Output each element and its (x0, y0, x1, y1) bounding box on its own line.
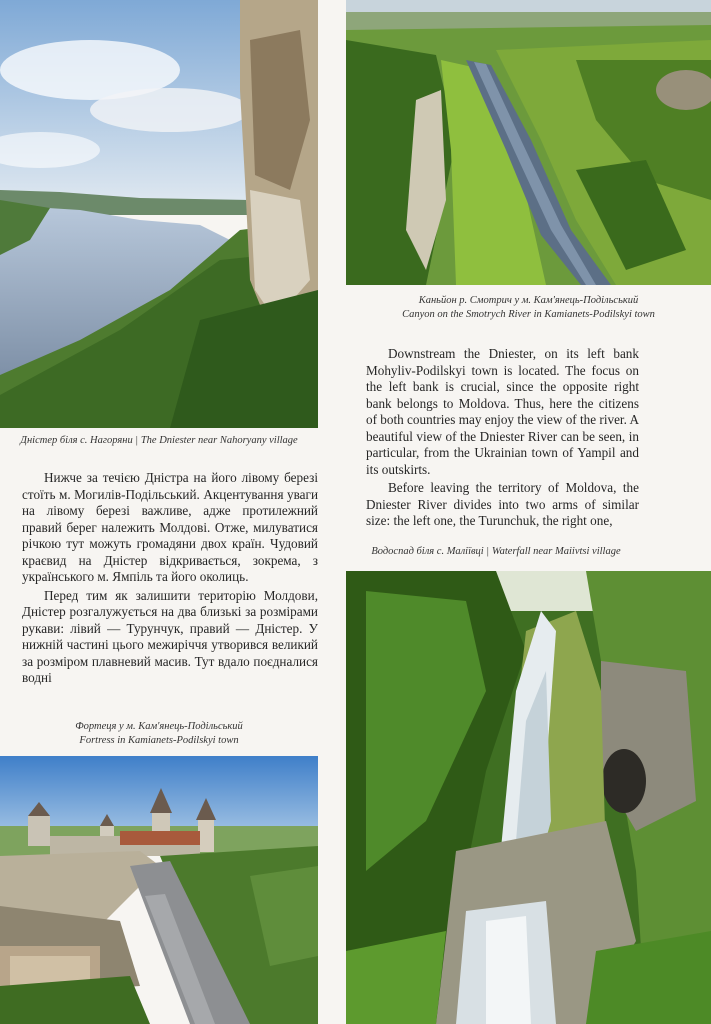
text-column-en (366, 346, 639, 530)
paragraph-en-1: Downstream the Dniester, on its left bank Mohyliv-Podilskyi town is located. The focus on the left bank is crucial, since the opposite right bank belongs to Moldova. Thus, here the citizens of both countries may enjoy the view of the river. A beautiful view of the Dniester River can be seen, in particular, from the Ukrainian town of Yampil and its outskirts. (366, 346, 639, 477)
caption-separator: | (135, 435, 138, 446)
caption-fortress-en: Fortress in Kamianets-Podilskyi town (79, 735, 239, 746)
caption-smotrych (346, 294, 711, 322)
caption-waterfall-en: Waterfall near Maiivtsi village (491, 546, 621, 557)
caption-nahoryany (0, 434, 318, 448)
photo-dniester-nahoryany (0, 0, 318, 428)
paragraph-uk-1: Нижче за течією Дністра на його лівому березі стоїть м. Могилів-Подільський. Акцентування уваги на лівому березі важливе, адже протилежний правий берег належить Молдові. Отже, милуватися річкою тут можуть громадяни двох країн. Чудовий краєвид на Дністер відкривається, зокрема, з українського м. Ямпіль та його околиць. (22, 470, 318, 584)
paragraph-uk-2: Перед тим як залишити територію Молдови, Дністер розгалужується на два близькі за розмірами рукави: лівий — Турунчук, правий — Дністер. У нижній частині цього межиріччя утворився великий за розміром плавневий масив. Тут вдало поєдналися водні (22, 587, 318, 685)
caption-separator: | (486, 546, 489, 557)
caption-waterfall (346, 545, 646, 559)
caption-nahoryany-en: The Dniester near Nahoryany village (140, 435, 298, 446)
caption-waterfall-uk: Водоспад біля с. Маліївці (371, 546, 484, 557)
text-column-uk (22, 470, 318, 687)
photo-fortress-kamianets (0, 756, 318, 1024)
photo-waterfall-maiivtsi (346, 571, 711, 1024)
caption-fortress (0, 720, 318, 748)
paragraph-en-2: Before leaving the territory of Moldova, the Dniester River divides into two arms of similar size: the left one, the Turunchuk, the right one, (366, 480, 639, 528)
caption-fortress-uk: Фортеця у м. Кам'янець-Подільський (75, 721, 243, 732)
photo-smotrych-canyon (346, 0, 711, 285)
caption-smotrych-en: Canyon on the Smotrych River in Kamianets-Podilskyi town (402, 309, 655, 320)
caption-nahoryany-uk: Дністер біля с. Нагоряни (20, 435, 133, 446)
caption-smotrych-uk: Каньйон р. Смотрич у м. Кам'янець-Подільський (418, 295, 639, 306)
